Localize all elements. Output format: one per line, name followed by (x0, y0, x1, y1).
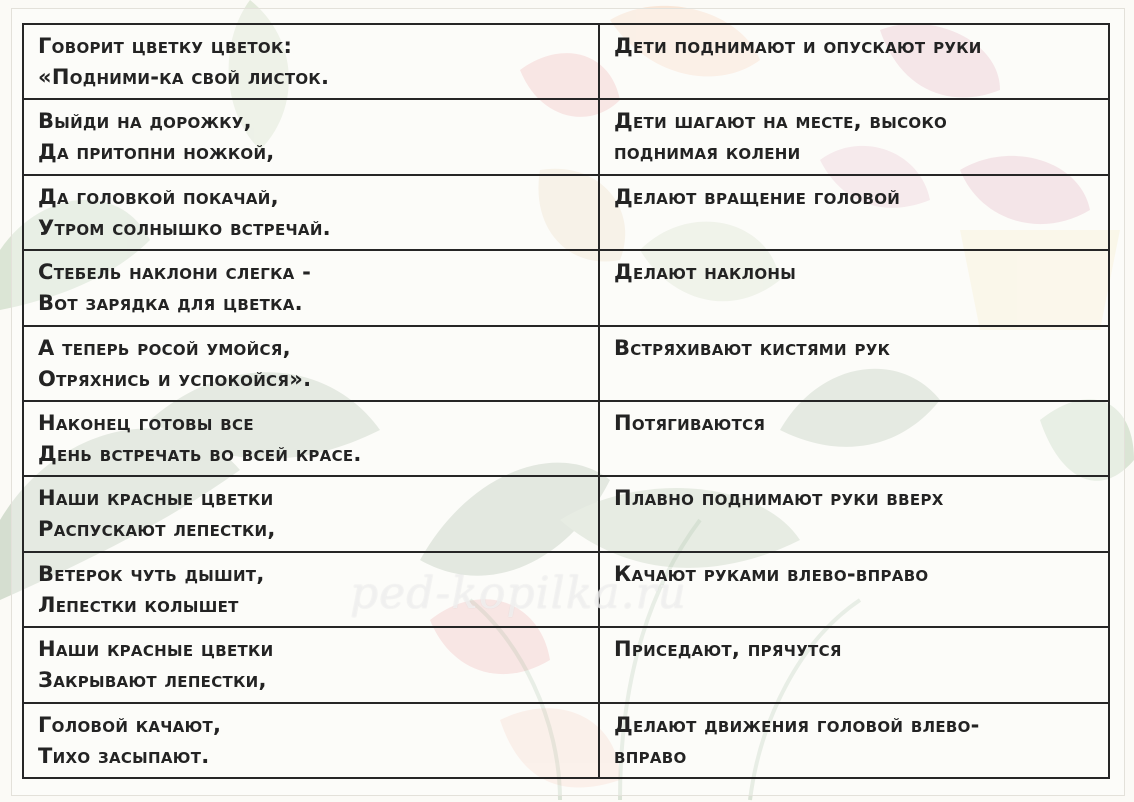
table-row (23, 250, 1109, 325)
table-row (23, 326, 1109, 401)
action-cell (599, 24, 1109, 99)
verse-cell (23, 703, 599, 778)
table-row (23, 627, 1109, 702)
table-row (23, 552, 1109, 627)
table-row (23, 175, 1109, 250)
verse-line: Наши красные цветки (38, 637, 274, 662)
verse-line: Выйди на дорожку, (38, 109, 252, 134)
action-line: Делают наклоны (614, 260, 797, 285)
action-line: Качают руками влево-вправо (614, 561, 929, 586)
action-line: Плавно поднимают руки вверх (614, 486, 944, 511)
verse-line: Наконец готовы все (38, 410, 254, 435)
verse-line: Наши красные цветки (38, 486, 274, 511)
action-line: Приседают, прячутся (614, 637, 842, 662)
action-line: Потягиваются (614, 410, 766, 435)
verse-line: Закрывают лепестки, (38, 668, 267, 693)
action-cell (599, 552, 1109, 627)
verse-cell (23, 250, 599, 325)
action-line: Дети шагают на месте, высоко (614, 109, 948, 134)
action-line: Делают движения головой влево- (614, 712, 980, 737)
verse-cell (23, 552, 599, 627)
action-cell (599, 401, 1109, 476)
verse-cell (23, 627, 599, 702)
table-row (23, 24, 1109, 99)
verse-line: Распускают лепестки, (38, 517, 276, 542)
verse-line: Стебель наклони слегка - (38, 260, 312, 285)
action-line: Дети поднимают и опускают руки (614, 34, 982, 58)
action-line: поднимая колени (614, 140, 801, 165)
verse-line: День встречать во всей красе. (38, 441, 362, 466)
action-cell (599, 250, 1109, 325)
table-row (23, 703, 1109, 778)
action-line: Встряхивают кистями рук (614, 335, 891, 360)
action-cell (599, 476, 1109, 551)
verse-line: Да притопни ножкой, (38, 140, 275, 165)
watermark: ped-kopilka.ru (350, 568, 687, 619)
verse-line: А теперь росой умойся, (38, 335, 291, 360)
verse-cell (23, 99, 599, 174)
verse-line: Головой качают, (38, 712, 222, 737)
action-cell (599, 326, 1109, 401)
table-row (23, 401, 1109, 476)
verse-line: Говорит цветку цветок: (38, 34, 293, 58)
action-cell (599, 627, 1109, 702)
table-row (23, 476, 1109, 551)
verse-cell (23, 175, 599, 250)
verse-line: «Подними-ка свой листок. (38, 65, 330, 89)
action-line: Делают вращение головой (614, 184, 901, 209)
exercise-table (22, 23, 1110, 779)
verse-line: Ветерок чуть дышит, (38, 561, 265, 586)
verse-line: Да головкой покачай, (38, 184, 279, 209)
action-line: вправо (614, 743, 687, 768)
action-cell (599, 99, 1109, 174)
verse-line: Отряхнись и успокойся». (38, 366, 312, 391)
verse-line: Вот зарядка для цветка. (38, 291, 303, 316)
verse-cell (23, 476, 599, 551)
action-cell (599, 703, 1109, 778)
table-row (23, 99, 1109, 174)
exercise-table-body (23, 24, 1109, 778)
verse-line: Лепестки колышет (38, 592, 239, 617)
verse-cell (23, 24, 599, 99)
action-cell (599, 175, 1109, 250)
verse-line: Тихо засыпают. (38, 743, 210, 768)
verse-line: Утром солнышко встречай. (38, 215, 331, 240)
verse-cell (23, 401, 599, 476)
verse-cell (23, 326, 599, 401)
